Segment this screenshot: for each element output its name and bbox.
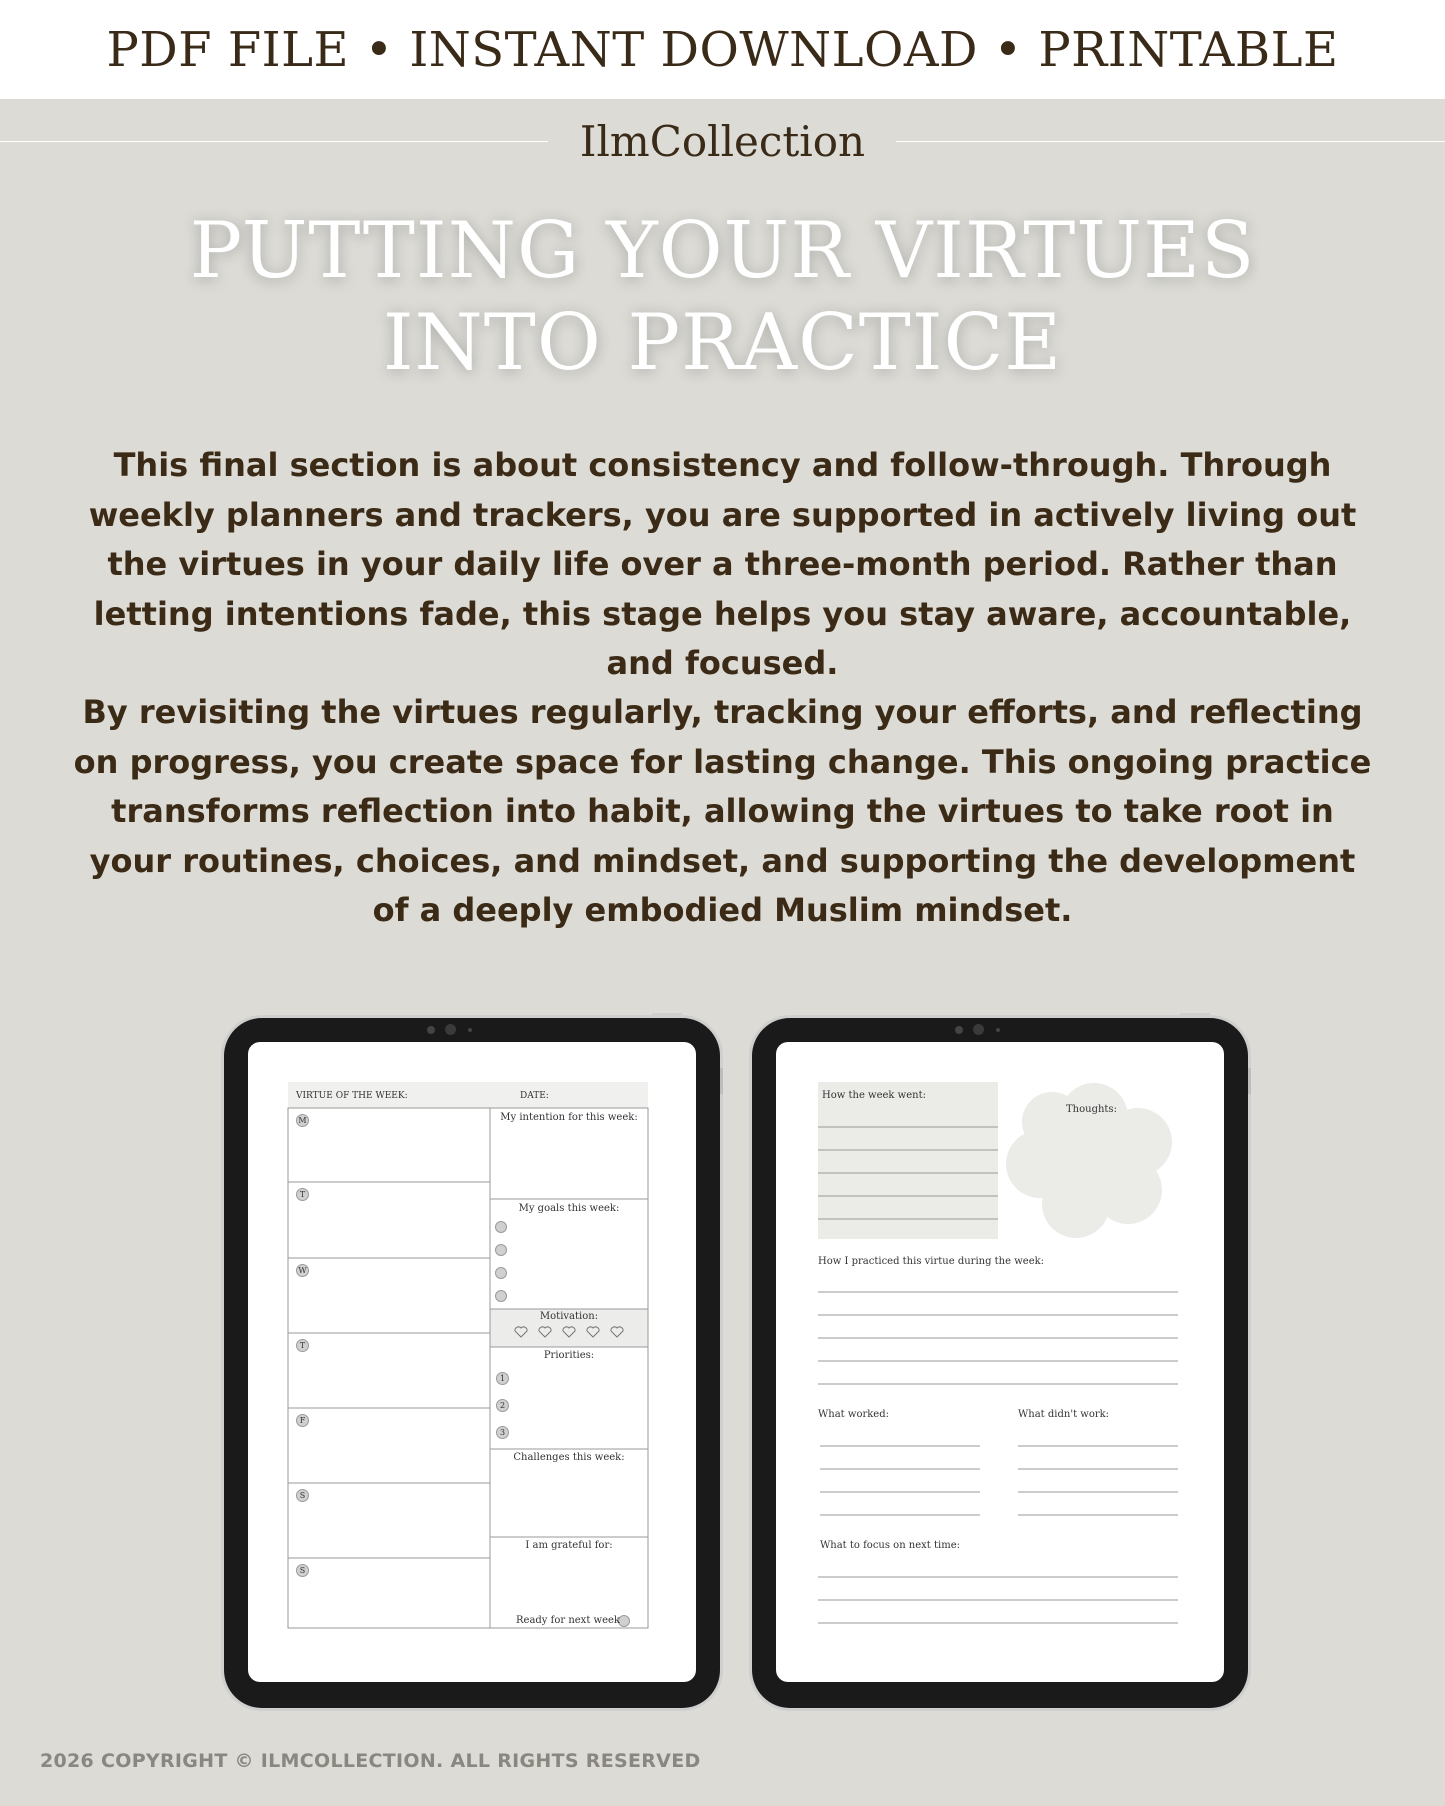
page-title: [0, 205, 1445, 389]
intro-paragraph-2: By revisiting the virtues regularly, tracking your efforts, and reflecting on progress, you create space for lasting change. This ongoing practice transforms reflection into habit, allowing the virtues to take root in your routines, choices, and mindset, and supporting the development of a deeply embodied Muslim mindset.: [73, 693, 1372, 929]
priority-1: 1: [496, 1372, 509, 1385]
sensor-icon: [996, 1028, 1000, 1032]
day-wednesday: W: [296, 1264, 309, 1277]
goals-label: My goals this week:: [518, 1203, 620, 1214]
date-label: DATE:: [520, 1091, 549, 1101]
priorities-label: Priorities:: [543, 1350, 595, 1361]
practiced-label: How I practiced this virtue during the week:: [818, 1256, 1045, 1267]
banner-text: PDF FILE • INSTANT DOWNLOAD • PRINTABLE: [106, 21, 1339, 78]
copyright-footer: 2026 COPYRIGHT © ILMCOLLECTION. ALL RIGHTS RESERVED: [40, 1750, 701, 1772]
priority-2: 2: [496, 1399, 509, 1412]
worked-label: What worked:: [818, 1409, 889, 1420]
tablet-screen: [776, 1042, 1224, 1682]
virtue-label: VIRTUE OF THE WEEK:: [296, 1091, 408, 1101]
camera-lens-icon: [973, 1024, 984, 1035]
challenges-label: Challenges this week:: [513, 1452, 625, 1463]
tablet-screen: [248, 1042, 696, 1682]
tablet-weekly-reflection: [752, 1018, 1248, 1708]
week-label: How the week went:: [822, 1090, 926, 1101]
camera-icon: [955, 1026, 963, 1034]
thoughts-label: Thoughts:: [1066, 1104, 1117, 1115]
weekly-planner-sheet: [248, 1042, 696, 1682]
motivation-label: Motivation:: [539, 1311, 599, 1322]
day-tuesday: T: [296, 1188, 309, 1201]
priority-3: 3: [496, 1426, 509, 1439]
brand-row: [0, 112, 1445, 172]
sensor-icon: [468, 1028, 472, 1032]
ready-label: Ready for next week: [516, 1615, 620, 1626]
day-thursday: T: [296, 1339, 309, 1352]
day-monday: M: [296, 1114, 309, 1127]
camera-lens-icon: [445, 1024, 456, 1035]
didnt-work-label: What didn't work:: [1018, 1409, 1110, 1420]
tablet-top-button: [652, 1013, 682, 1016]
tablet-side-button: [1248, 1068, 1251, 1094]
weekly-reflection-sheet: [776, 1042, 1224, 1682]
day-saturday: S: [296, 1489, 309, 1502]
day-sunday: S: [296, 1564, 309, 1577]
intention-label: My intention for this week:: [500, 1112, 638, 1123]
tablet-weekly-planner: [224, 1018, 720, 1708]
focus-label: What to focus on next time:: [820, 1540, 960, 1551]
camera-icon: [427, 1026, 435, 1034]
tablet-top-button: [1180, 1013, 1210, 1016]
title-line-2: INTO PRACTICE: [382, 298, 1063, 388]
grateful-label: I am grateful for:: [525, 1540, 613, 1551]
day-friday: F: [296, 1414, 309, 1427]
top-banner: [0, 0, 1445, 99]
title-line-1: PUTTING YOUR VIRTUES: [189, 206, 1256, 296]
week-notes-box: [818, 1082, 998, 1239]
intro-paragraph-1: This final section is about consistency and follow-through. Through weekly planners and trackers, you are supported in actively living out the virtues in your daily life over a three-month period. Rather than letting intentions fade, this stage helps you stay aware, accountable, and focused.: [88, 446, 1357, 682]
brand-name: IlmCollection: [579, 117, 866, 166]
tablet-side-button: [720, 1068, 723, 1094]
